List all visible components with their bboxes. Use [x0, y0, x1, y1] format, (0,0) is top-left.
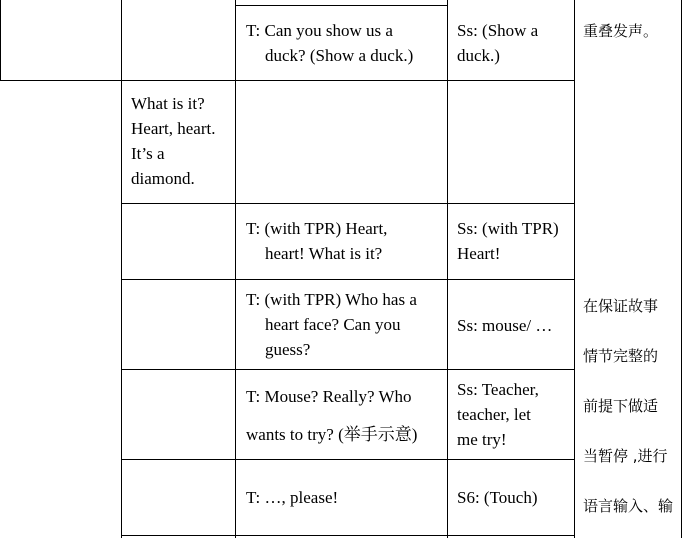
- student-line: Ss: Teacher,: [457, 380, 539, 399]
- story-line: diamond.: [131, 169, 195, 188]
- student-line: S6: (Touch): [457, 488, 538, 507]
- table-row-line: [0, 80, 574, 81]
- story-line: It’s a: [131, 144, 165, 163]
- teacher-cell: [246, 18, 413, 68]
- note-line: 前提下做适: [583, 397, 659, 415]
- table-row-line: [121, 459, 574, 460]
- student-line: Ss: (Show a: [457, 21, 539, 40]
- note-line: 当暂停 ,进行: [583, 447, 668, 465]
- teacher-line: T: Can you show us a: [246, 21, 393, 40]
- student-cell: [457, 18, 538, 68]
- table-row-line: [121, 203, 574, 204]
- student-line: Ss: mouse/ …: [457, 316, 553, 335]
- teacher-line: heart face? Can you: [265, 315, 401, 334]
- student-line: Ss: (with TPR): [457, 219, 559, 238]
- student-line: Heart!: [457, 244, 501, 263]
- note-line: 情节完整的: [583, 347, 659, 365]
- table-border-left: [0, 0, 1, 81]
- story-line: Heart, heart.: [131, 119, 216, 138]
- student-cell: [457, 485, 538, 510]
- note-line: 语言输入、输: [583, 497, 674, 515]
- student-cell: [457, 377, 539, 452]
- student-cell: [457, 313, 552, 338]
- table-divider-col4: [574, 0, 575, 538]
- teacher-cell: [246, 485, 338, 510]
- student-cell: [457, 216, 559, 266]
- teacher-line: guess?: [265, 340, 311, 359]
- student-line: duck.): [457, 46, 500, 65]
- teacher-line: wants to try? (举手示意): [246, 425, 418, 444]
- table-row-line: [235, 5, 447, 6]
- teacher-line: heart! What is it?: [265, 244, 383, 263]
- note-top: 重叠发声。: [583, 22, 659, 40]
- teacher-cell: [246, 378, 417, 454]
- teacher-line: duck? (Show a duck.): [265, 46, 414, 65]
- teacher-line: T: …, please!: [246, 488, 339, 507]
- teacher-line: T: Mouse? Really? Who: [246, 387, 412, 406]
- teacher-cell: [246, 287, 417, 362]
- table-border-right: [681, 0, 682, 538]
- story-line: What is it?: [131, 94, 205, 113]
- story-cell: [131, 91, 215, 191]
- table-row-line: [121, 535, 574, 536]
- student-line: me try!: [457, 430, 507, 449]
- teacher-line: T: (with TPR) Heart,: [246, 219, 388, 238]
- teacher-cell: [246, 216, 387, 266]
- teacher-line: T: (with TPR) Who has a: [246, 290, 417, 309]
- table-row-line: [121, 279, 574, 280]
- note-line: 在保证故事: [583, 297, 659, 315]
- student-line: teacher, let: [457, 405, 531, 424]
- table-row-line: [121, 369, 574, 370]
